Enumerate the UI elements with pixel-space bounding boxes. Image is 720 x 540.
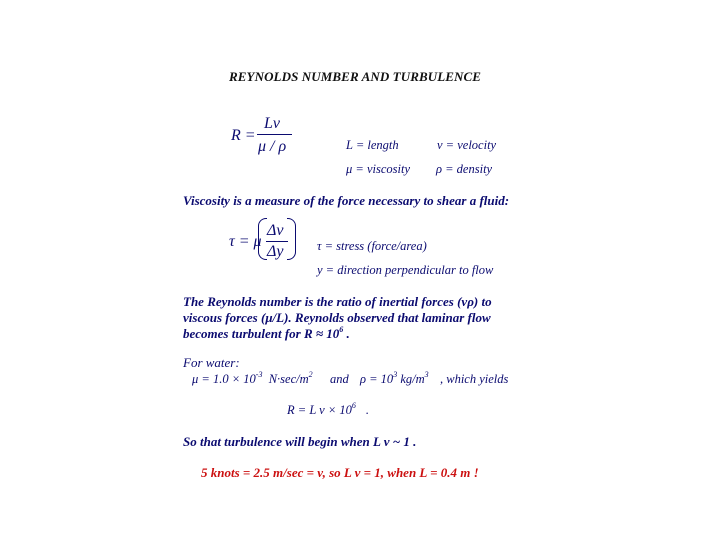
def-tau: τ = stress (force/area) — [317, 239, 427, 253]
conclusion: 5 knots = 2.5 m/sec = v, so L v = 1, when L = 0.4 m ! — [201, 465, 479, 480]
water-rho: $\rho = 10^3$ $kg/m^3$ — [360, 370, 429, 386]
water-and: and — [330, 372, 349, 386]
reynolds-formula-numerator: Lv — [264, 115, 280, 132]
stress-formula-denominator: Δy — [267, 243, 284, 260]
stress-fraction-bar — [266, 241, 288, 242]
water-mu: $\mu = 1.0 \times 10^{-3}$ $N\cdot\sec/m^2$ — [192, 370, 313, 386]
def-velocity: v = velocity — [437, 138, 497, 152]
left-paren — [258, 218, 267, 260]
reynolds-formula-lhs: R = — [231, 127, 256, 144]
reynolds-paragraph-line3: becomes turbulent for $R \approx 10^6$ . — [183, 325, 350, 341]
def-length: L = length — [346, 138, 399, 152]
right-paren — [287, 218, 296, 260]
page-title: REYNOLDS NUMBER AND TURBULENCE — [229, 69, 482, 84]
water-heading: For water: — [183, 355, 240, 370]
water-yields: , which yields — [440, 372, 509, 386]
water-result: R = L $v \times 10^6$ . — [287, 401, 370, 417]
reynolds-formula-denominator: μ / ρ — [258, 138, 287, 155]
reynolds-fraction-bar — [257, 134, 292, 135]
stress-formula-lhs: τ = μ — [229, 233, 262, 250]
def-density: ρ = density — [436, 162, 493, 176]
reynolds-paragraph-line2: viscous forces (μ/L). Reynolds observed that laminar flow — [183, 310, 491, 325]
viscosity-statement: Viscosity is a measure of the force necessary to shear a fluid: — [183, 193, 510, 208]
def-y: y = direction perpendicular to flow — [317, 263, 494, 277]
reynolds-paragraph-line1: The Reynolds number is the ratio of inertial forces (vρ) to — [183, 294, 492, 309]
turbulence-statement: So that turbulence will begin when L v ~ 1 . — [183, 434, 417, 449]
stress-formula-numerator: Δv — [267, 222, 284, 239]
def-viscosity: μ = viscosity — [346, 162, 411, 176]
